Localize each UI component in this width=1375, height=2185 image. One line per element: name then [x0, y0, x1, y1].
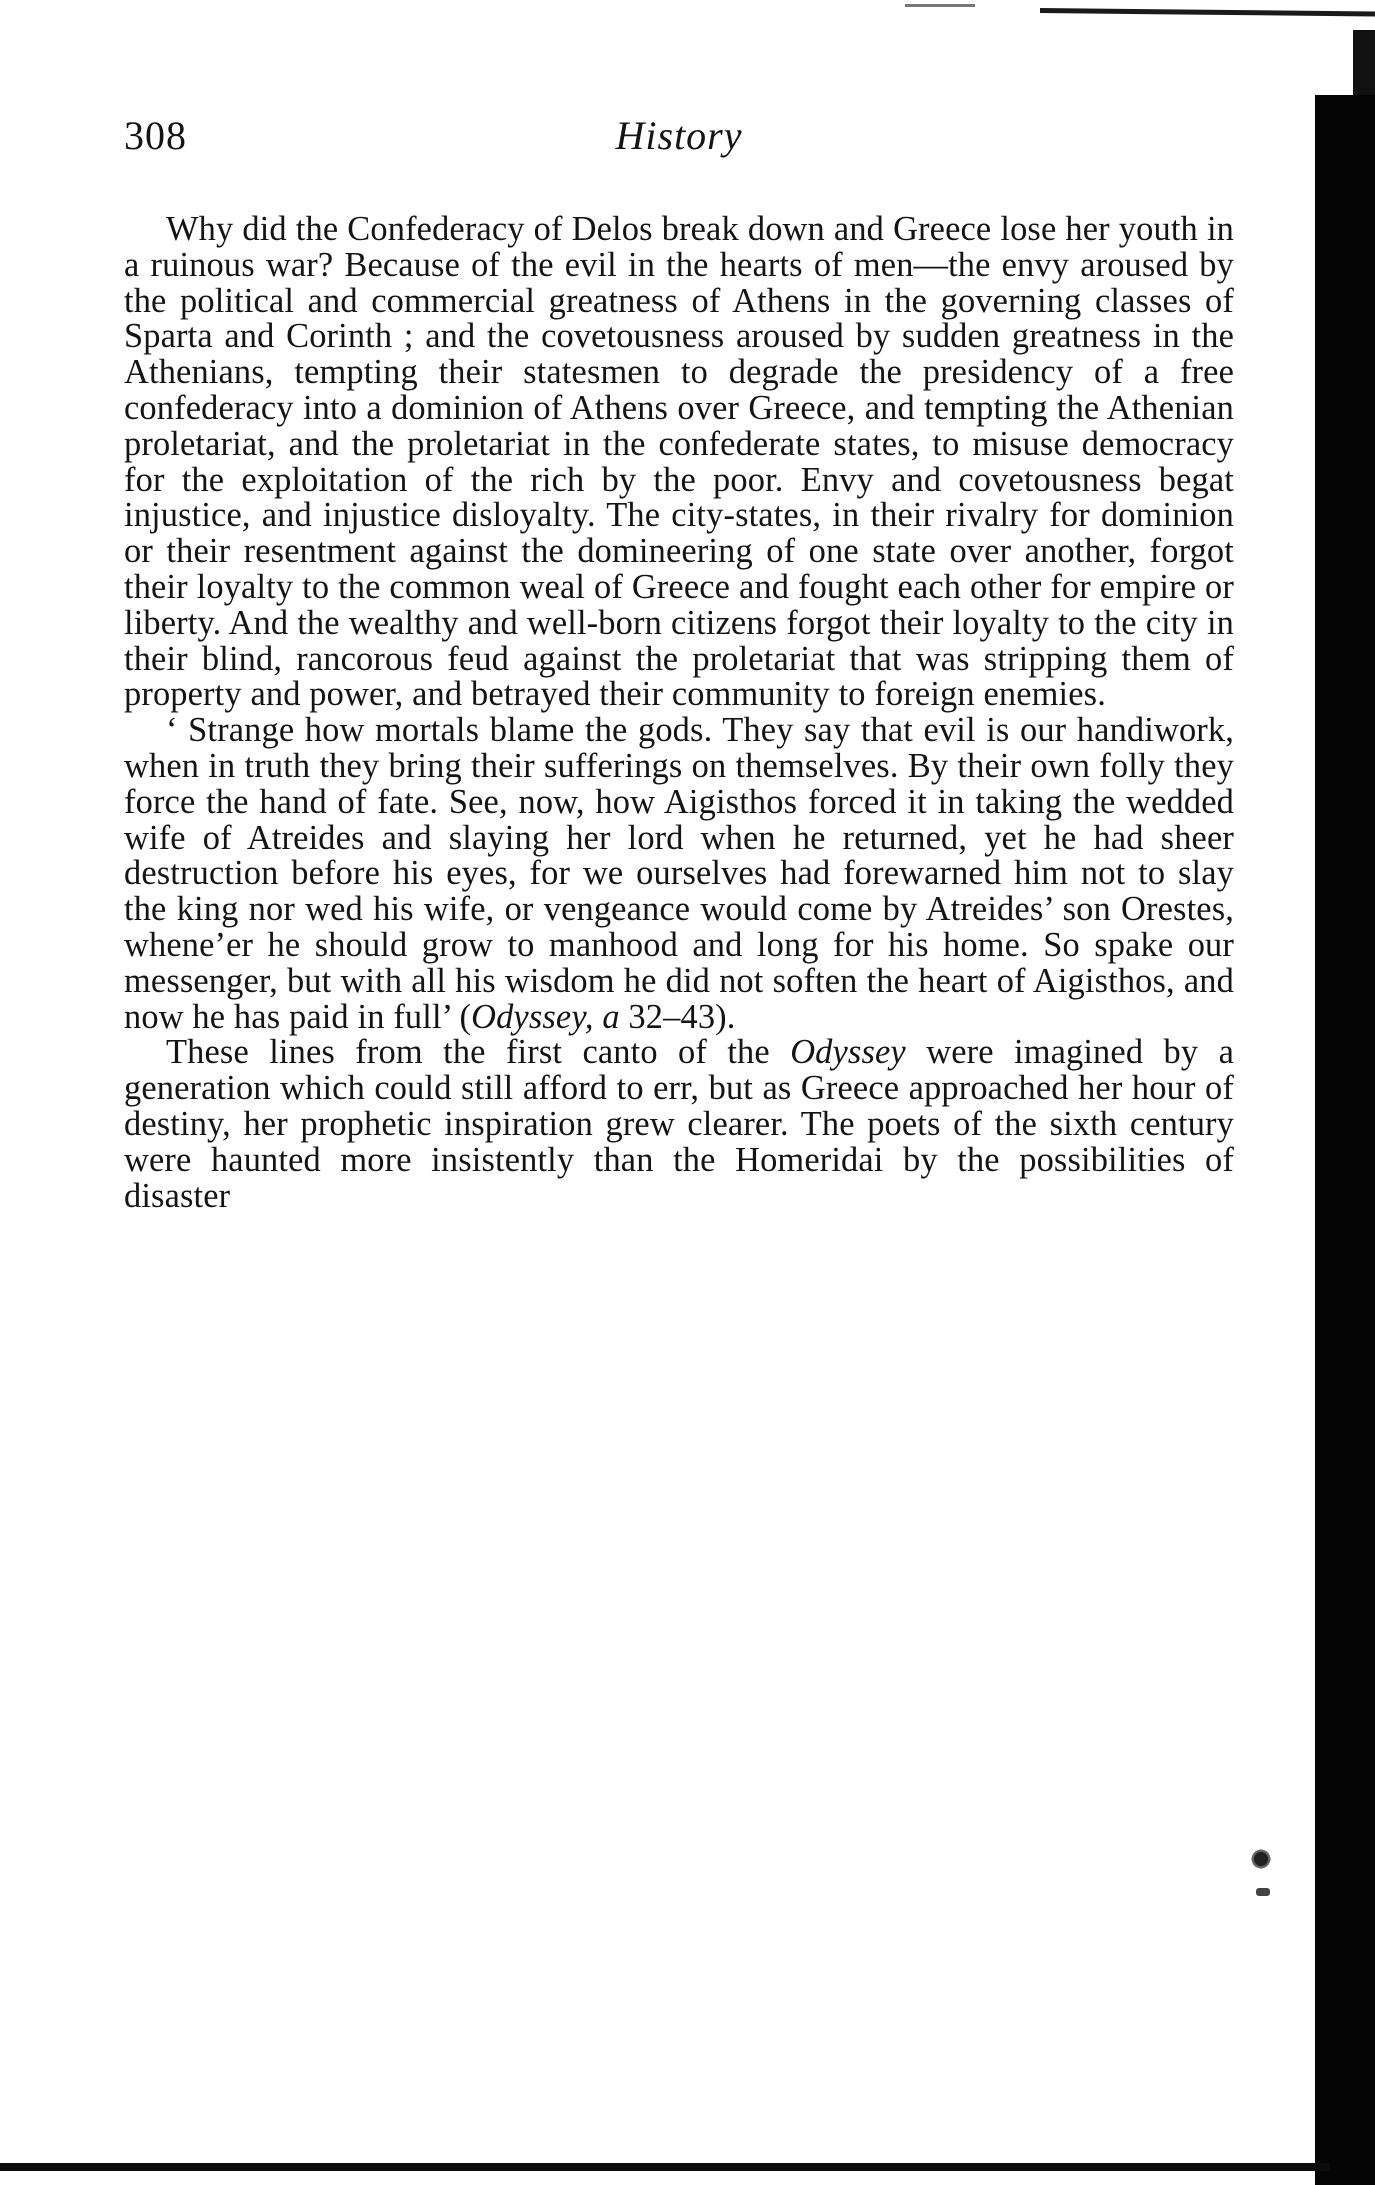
- margin-ink-mark: [1250, 1848, 1272, 1870]
- page-number: 308: [124, 113, 187, 158]
- running-head: [124, 112, 1234, 174]
- paragraph-3-text-start: These lines from the first canto of the: [166, 1033, 791, 1072]
- scan-binding-edge-top: [1353, 30, 1375, 100]
- paragraph-1: Why did the Confederacy of Delos break down and Greece lose her youth in a ruinous war? Because of the evil in the hearts of men—the envy aroused by the political and commercial greatness of Athens in the governing classes of Sparta and Corinth ; and the covetousness aroused by sudden greatness in the Athenians, tempting their statesmen to degrade the presidency of a free confederacy into a dominion of Athens over Greece, and tempting the Athenian proletariat, and the proletariat in the confederate states, to misuse democracy for the exploitation of the rich by the poor. Envy and covetousness begat injustice, and injustice disloyalty. The city-states, in their rivalry for dominion or their resentment against the domineering of one state over another, forgot their loyalty to the common weal of Greece and fought each other for empire or liberty. And the wealthy and well-born citizens forgot their loyalty to the city in their blind, rancorous feud against the proletariat that was stripping them of property and power, and betrayed their community to foreign enemies.: [124, 210, 1234, 714]
- paragraph-2-quotation: [124, 713, 1234, 1035]
- paragraph-3: [124, 1035, 1234, 1214]
- body-text: [124, 212, 1234, 1214]
- scan-binding-edge: [1315, 95, 1375, 2185]
- margin-ink-mark-small: [1256, 1888, 1270, 1896]
- scan-speck: [905, 4, 975, 7]
- scan-bottom-edge: [0, 2163, 1330, 2171]
- book-page: [124, 112, 1234, 1214]
- paragraph-3-text-end: were imagined by a generation which could still afford to err, but as Greece approached her hour of destiny, her prophetic inspiration grew clearer. The poets of the sixth century were haunted more insistently than the Homeridai by the possibilities of disaster: [124, 1033, 1234, 1215]
- running-title: History: [615, 113, 743, 158]
- citation-work: Odyssey, a: [471, 997, 620, 1036]
- quotation-text: ‘ Strange how mortals blame the gods. They say that evil is our handiwork, when in truth they bring their sufferings on themselves. By their own folly they force the hand of fate. See, now, how Aigisthos forced it in taking the wedded wife of Atreides and slaying her lord when he returned, yet he had sheer destruction before his eyes, for we ourselves had forewarned him not to slay the king nor wed his wife, or vengeance would come by Atreides’ son Orestes, whene’er he should grow to manhood and long for his home. So spake our messenger, but with all his wisdom he did not soften the heart of Aigisthos, and now he has paid in full’ (: [124, 711, 1234, 1036]
- scan-top-edge: [1040, 8, 1375, 17]
- paragraph-3-work-title: Odyssey: [790, 1033, 906, 1072]
- citation-lines: 32–43).: [619, 997, 736, 1036]
